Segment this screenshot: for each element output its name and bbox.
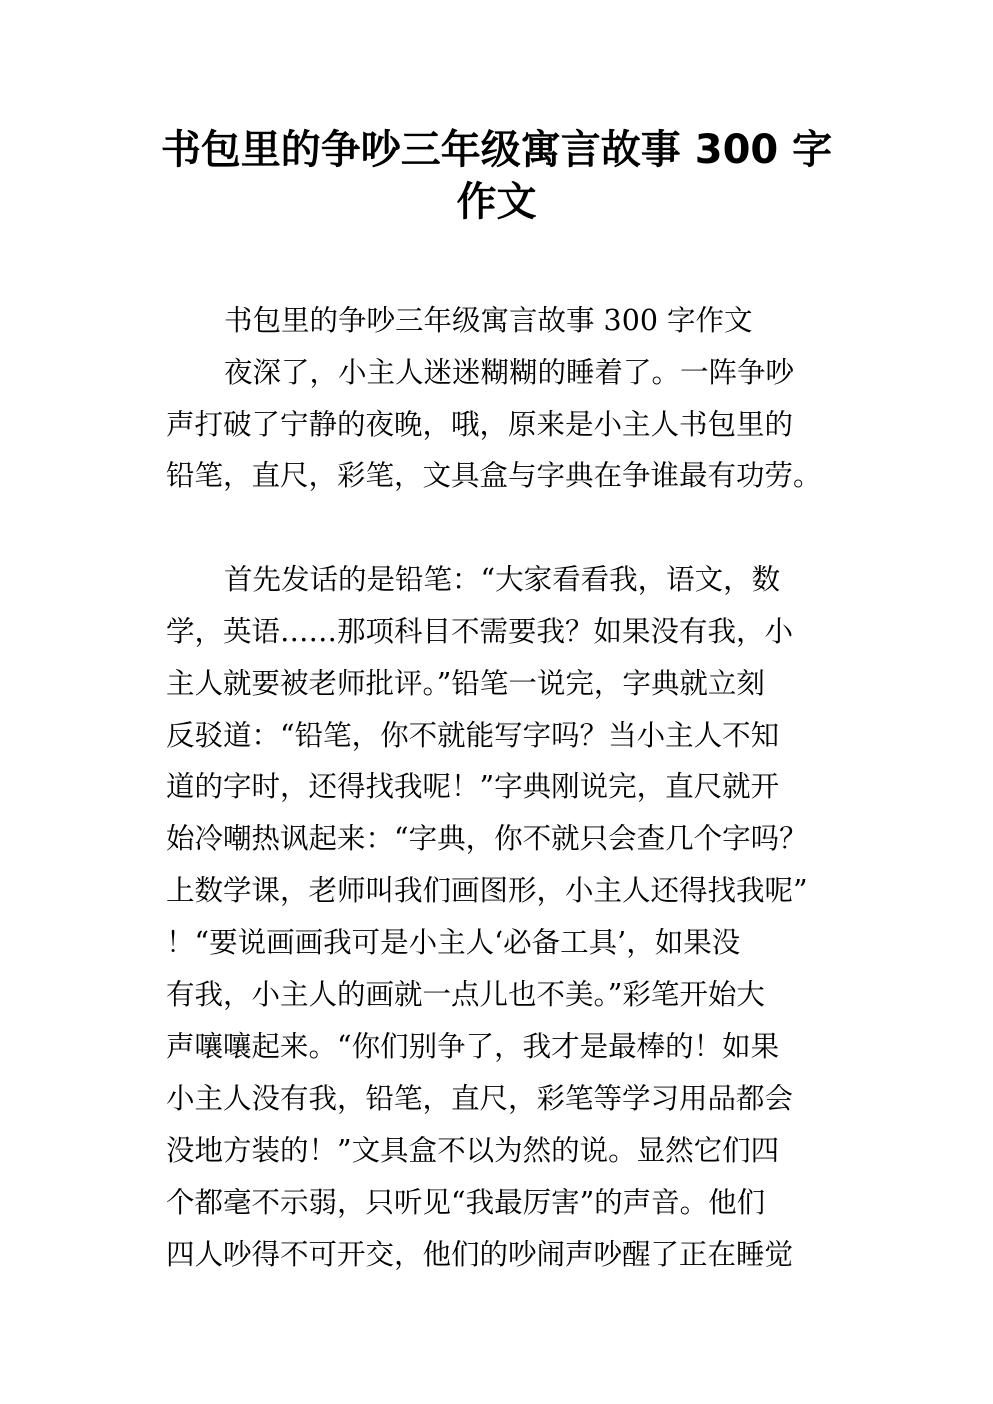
paragraph-2-line-4: 反驳道：“铅笔，你不就能写字吗？当小主人不知 (166, 719, 780, 752)
paragraph-1-line-3: 铅笔，直尺，彩笔，文具盒与字典在争谁最有功劳。 (166, 459, 822, 492)
paragraph-2-line-9: 有我，小主人的画就一点儿也不美。”彩笔开始大 (166, 978, 765, 1011)
paragraph-1-line-2: 声打破了宁静的夜晚，哦，原来是小主人书包里的 (166, 408, 794, 441)
paragraph-2-line-10: 声嚷嚷起来。“你们别争了，我才是最棒的！如果 (166, 1030, 780, 1063)
paragraph-2-line-7: 上数学课，老师叫我们画图形，小主人还得找我呢” (166, 874, 808, 907)
document-title-line-1: 书包里的争吵三年级寓言故事 300 字 (160, 127, 833, 173)
paragraph-2-line-14: 四人吵得不可开交，他们的吵闹声吵醒了正在睡觉 (166, 1238, 794, 1271)
paragraph-2-line-13: 个都毫不示弱，只听见“我最厉害”的声音。他们 (166, 1186, 766, 1219)
paragraph-2-line-12: 没地方装的！”文具盒不以为然的说。显然它们四 (166, 1134, 780, 1167)
paragraph-2-line-3: 主人就要被老师批评。”铅笔一说完，字典就立刻 (166, 667, 765, 700)
paragraph-2-line-5: 道的字时，还得找我呢！”字典刚说完，直尺就开 (166, 770, 780, 803)
paragraph-2-line-11: 小主人没有我，铅笔，直尺，彩笔等学习用品都会 (166, 1082, 794, 1115)
document-subtitle: 书包里的争吵三年级寓言故事 300 字作文 (224, 304, 753, 337)
paragraph-1-line-1: 夜深了，小主人迷迷糊糊的睡着了。一阵争吵 (224, 356, 795, 389)
paragraph-2-line-6: 始冷嘲热讽起来：“字典，你不就只会查几个字吗？ (166, 822, 808, 855)
paragraph-2-line-2: 学，英语……那项科目不需要我？如果没有我，小 (166, 615, 794, 648)
document-title-line-2: 作文 (456, 179, 537, 225)
paragraph-2-line-1: 首先发话的是铅笔：“大家看看我，语文，数 (224, 563, 781, 596)
paragraph-2-line-8: ！“要说画画我可是小主人‘必备工具’，如果没 (166, 926, 741, 959)
